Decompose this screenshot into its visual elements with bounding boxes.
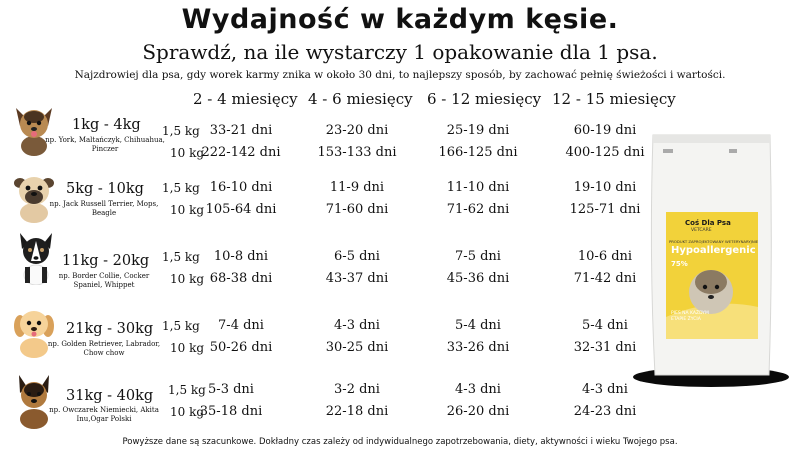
days-cell: 43-37 dni	[325, 271, 389, 286]
days-cell: 4-3 dni	[334, 318, 380, 333]
days-cell: 400-125 dni	[565, 145, 645, 160]
days-cell: 30-25 dni	[325, 340, 389, 355]
product-ribbon: PIES NA KAŻDYM ETAPIE ŻYCIA	[671, 311, 709, 322]
days-cell: 26-20 dni	[446, 404, 510, 419]
package-large: 10 kg	[170, 203, 205, 217]
package-small: 1,5 kg	[168, 383, 206, 397]
days-cell: 71-62 dni	[446, 202, 510, 217]
weight-range: 31kg - 40kg	[66, 388, 154, 404]
days-cell: 23-20 dni	[325, 123, 389, 138]
days-cell: 7-5 dni	[455, 249, 501, 264]
days-cell: 4-3 dni	[455, 382, 501, 397]
days-cell: 4-3 dni	[582, 382, 628, 397]
days-cell: 60-19 dni	[573, 123, 637, 138]
days-cell: 5-4 dni	[582, 318, 628, 333]
days-cell: 32-31 dni	[573, 340, 637, 355]
breed-examples: np. Golden Retriever, Labrador, Chow chow	[47, 340, 161, 357]
days-cell: 105-64 dni	[205, 202, 277, 217]
days-cell: 11-9 dni	[329, 180, 385, 195]
days-cell: 71-60 dni	[325, 202, 389, 217]
days-cell: 125-71 dni	[569, 202, 641, 217]
column-header-12-15: 12 - 15 miesięcy	[552, 90, 676, 108]
product-brand: Coś Dla Psa	[685, 219, 731, 227]
days-cell: 10-8 dni	[213, 249, 269, 264]
page-title: Wydajność w każdym kęsie.	[181, 4, 619, 35]
days-cell: 25-19 dni	[446, 123, 510, 138]
days-cell: 24-23 dni	[573, 404, 637, 419]
product-brand-sub: VETCARE	[691, 228, 712, 233]
days-cell: 16-10 dni	[209, 180, 273, 195]
column-header-2-4: 2 - 4 miesięcy	[193, 90, 298, 108]
package-small: 1,5 kg	[162, 124, 200, 138]
weight-range: 5kg - 10kg	[66, 181, 144, 197]
breed-examples: np. York, Maltańczyk, Chihuahua, Pinczer	[45, 136, 165, 153]
days-cell: 45-36 dni	[446, 271, 510, 286]
days-cell: 222-142 dni	[201, 145, 281, 160]
days-cell: 50-26 dni	[209, 340, 273, 355]
package-large: 10 kg	[170, 272, 205, 286]
product-bag-image	[633, 127, 790, 389]
days-cell: 153-133 dni	[317, 145, 397, 160]
package-large: 10 kg	[170, 146, 205, 160]
days-cell: 6-5 dni	[334, 249, 380, 264]
column-header-6-12: 6 - 12 miesięcy	[427, 90, 542, 108]
package-large: 10 kg	[170, 405, 205, 419]
days-cell: 71-42 dni	[573, 271, 637, 286]
freshness-note: Najzdrowiej dla psa, gdy worek karmy znika w około 30 dni, to najlepszy sposób, by zachować pełnię świeżości i wartości.	[74, 69, 726, 81]
page-subtitle: Sprawdź, na ile wystarczy 1 opakowanie dla 1 psa.	[142, 40, 658, 64]
package-small: 1,5 kg	[162, 181, 200, 195]
product-percent: 75%	[671, 260, 688, 268]
package-small: 1,5 kg	[162, 319, 200, 333]
footer-disclaimer: Powyższe dane są szacunkowe. Dokładny czas zależy od indywidualnego zapotrzebowania, diety, aktywności i wieku Twojego psa.	[122, 437, 678, 447]
days-cell: 3-2 dni	[334, 382, 380, 397]
column-header-4-6: 4 - 6 miesięcy	[308, 90, 413, 108]
breed-examples: np. Jack Russell Terrier, Mops, Beagle	[49, 200, 159, 217]
breed-examples: np. Border Collie, Cocker Spaniel, Whippet	[58, 272, 150, 289]
days-cell: 33-21 dni	[209, 123, 273, 138]
days-cell: 166-125 dni	[438, 145, 518, 160]
breed-examples: np. Owczarek Niemiecki, Akita Inu,Ogar Polski	[49, 406, 159, 423]
weight-range: 21kg - 30kg	[66, 321, 154, 337]
package-large: 10 kg	[170, 341, 205, 355]
days-cell: 33-26 dni	[446, 340, 510, 355]
days-cell: 22-18 dni	[325, 404, 389, 419]
product-tagline: PRODUKT ZAPROJEKTOWANY WETERYNARYJNIE	[669, 239, 759, 244]
days-cell: 10-6 dni	[577, 249, 633, 264]
days-cell: 35-18 dni	[199, 404, 263, 419]
weight-range: 11kg - 20kg	[62, 253, 150, 269]
days-cell: 5-3 dni	[208, 382, 254, 397]
days-cell: 11-10 dni	[446, 180, 510, 195]
days-cell: 7-4 dni	[218, 318, 264, 333]
days-cell: 19-10 dni	[573, 180, 637, 195]
product-name: Hypoallergenic	[671, 245, 756, 256]
days-cell: 68-38 dni	[209, 271, 273, 286]
days-cell: 5-4 dni	[455, 318, 501, 333]
package-small: 1,5 kg	[162, 250, 200, 264]
weight-range: 1kg - 4kg	[72, 117, 141, 133]
